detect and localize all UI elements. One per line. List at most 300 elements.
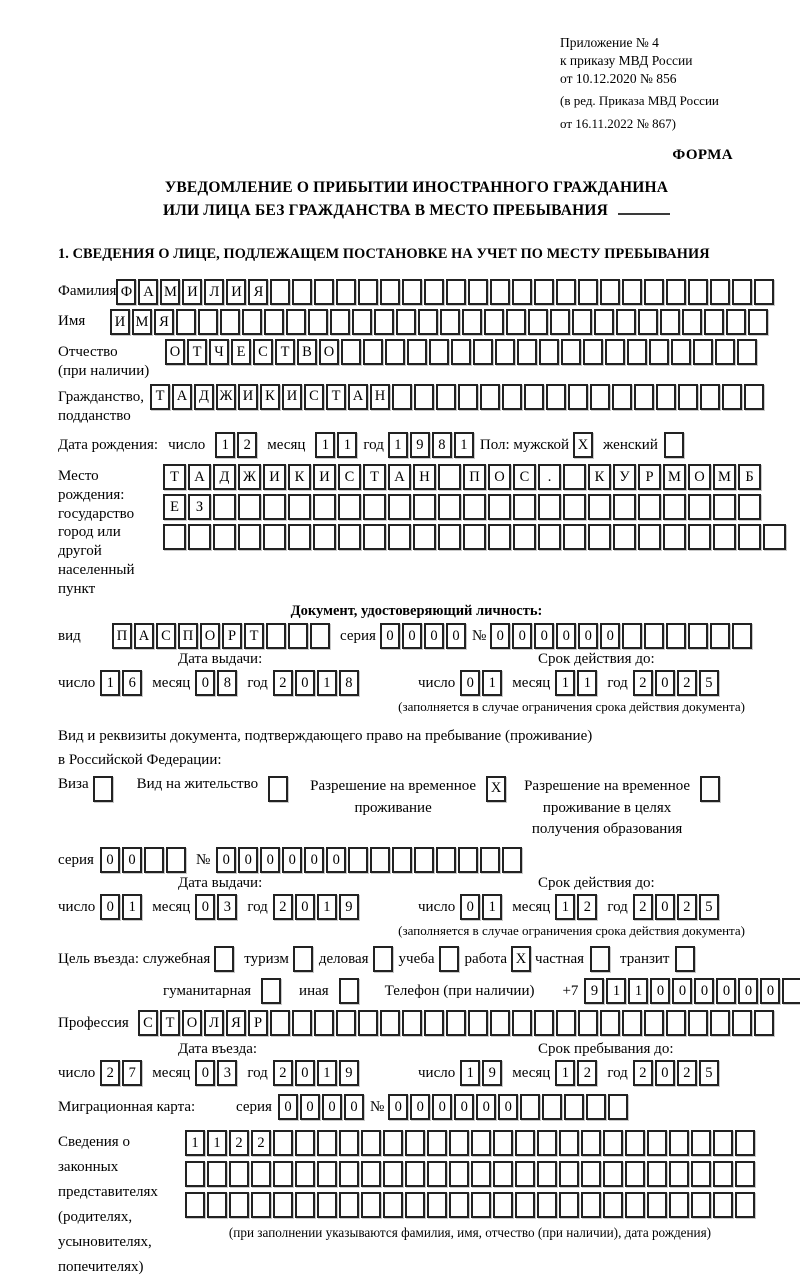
char-cell[interactable]: [493, 1192, 513, 1218]
char-cell[interactable]: 1: [482, 670, 502, 696]
char-cell[interactable]: [616, 309, 636, 335]
char-cell[interactable]: 0: [672, 978, 692, 1004]
char-cell[interactable]: [559, 1130, 579, 1156]
char-cell[interactable]: [380, 1010, 400, 1036]
char-cell[interactable]: [418, 309, 438, 335]
char-cell[interactable]: [647, 1192, 667, 1218]
char-cell[interactable]: Е: [163, 494, 186, 520]
char-cell[interactable]: А: [138, 279, 158, 305]
char-cell[interactable]: [286, 309, 306, 335]
char-cell[interactable]: 8: [217, 670, 237, 696]
char-cell[interactable]: 0: [694, 978, 714, 1004]
char-cell[interactable]: [515, 1161, 535, 1187]
char-cell[interactable]: [738, 524, 761, 550]
char-cell[interactable]: [214, 946, 234, 972]
char-cell[interactable]: [427, 1192, 447, 1218]
char-cell[interactable]: 9: [339, 894, 359, 920]
char-cell[interactable]: [556, 279, 576, 305]
char-cell[interactable]: 0: [295, 670, 315, 696]
char-cell[interactable]: 0: [380, 623, 400, 649]
char-cell[interactable]: 9: [410, 432, 430, 458]
char-cell[interactable]: [627, 339, 647, 365]
char-cell[interactable]: [392, 384, 412, 410]
char-cell[interactable]: А: [388, 464, 411, 490]
char-cell[interactable]: [735, 1130, 755, 1156]
char-cell[interactable]: 1: [555, 670, 575, 696]
char-cell[interactable]: [688, 1010, 708, 1036]
char-cell[interactable]: 1: [100, 670, 120, 696]
char-cell[interactable]: [413, 494, 436, 520]
char-cell[interactable]: 0: [738, 978, 758, 1004]
char-cell[interactable]: С: [253, 339, 273, 365]
char-cell[interactable]: [700, 776, 720, 802]
char-cell[interactable]: К: [260, 384, 280, 410]
char-cell[interactable]: [715, 339, 735, 365]
char-cell[interactable]: [578, 1010, 598, 1036]
char-cell[interactable]: [550, 309, 570, 335]
char-cell[interactable]: [484, 309, 504, 335]
char-cell[interactable]: 0: [344, 1094, 364, 1120]
char-cell[interactable]: [251, 1161, 271, 1187]
char-cell[interactable]: [671, 339, 691, 365]
char-cell[interactable]: [405, 1192, 425, 1218]
char-cell[interactable]: [438, 524, 461, 550]
char-cell[interactable]: [471, 1192, 491, 1218]
char-cell[interactable]: [638, 494, 661, 520]
char-cell[interactable]: [546, 384, 566, 410]
char-cell[interactable]: [534, 279, 554, 305]
char-cell[interactable]: [446, 1010, 466, 1036]
char-cell[interactable]: [559, 1161, 579, 1187]
char-cell[interactable]: [288, 494, 311, 520]
char-cell[interactable]: 0: [498, 1094, 518, 1120]
char-cell[interactable]: [693, 339, 713, 365]
char-cell[interactable]: 1: [628, 978, 648, 1004]
char-cell[interactable]: П: [463, 464, 486, 490]
char-cell[interactable]: [264, 309, 284, 335]
char-cell[interactable]: [581, 1161, 601, 1187]
char-cell[interactable]: [463, 524, 486, 550]
char-cell[interactable]: 2: [273, 1060, 293, 1086]
char-cell[interactable]: [634, 384, 654, 410]
char-cell[interactable]: X: [573, 432, 593, 458]
char-cell[interactable]: 0: [326, 847, 346, 873]
char-cell[interactable]: [429, 339, 449, 365]
char-cell[interactable]: Н: [370, 384, 390, 410]
char-cell[interactable]: 3: [217, 1060, 237, 1086]
char-cell[interactable]: 0: [655, 894, 675, 920]
char-cell[interactable]: [273, 1161, 293, 1187]
char-cell[interactable]: О: [200, 623, 220, 649]
char-cell[interactable]: 9: [339, 1060, 359, 1086]
char-cell[interactable]: [603, 1161, 623, 1187]
char-cell[interactable]: [363, 339, 383, 365]
char-cell[interactable]: [710, 623, 730, 649]
char-cell[interactable]: Т: [163, 464, 186, 490]
char-cell[interactable]: [288, 524, 311, 550]
char-cell[interactable]: 0: [402, 623, 422, 649]
char-cell[interactable]: Р: [248, 1010, 268, 1036]
char-cell[interactable]: Т: [275, 339, 295, 365]
char-cell[interactable]: [520, 1094, 540, 1120]
char-cell[interactable]: [754, 1010, 774, 1036]
char-cell[interactable]: [361, 1130, 381, 1156]
char-cell[interactable]: [338, 524, 361, 550]
char-cell[interactable]: С: [513, 464, 536, 490]
char-cell[interactable]: 1: [577, 670, 597, 696]
char-cell[interactable]: Л: [204, 1010, 224, 1036]
char-cell[interactable]: [263, 524, 286, 550]
char-cell[interactable]: [493, 1130, 513, 1156]
char-cell[interactable]: [713, 494, 736, 520]
char-cell[interactable]: О: [688, 464, 711, 490]
char-cell[interactable]: [538, 524, 561, 550]
char-cell[interactable]: [732, 623, 752, 649]
char-cell[interactable]: [534, 1010, 554, 1036]
char-cell[interactable]: 0: [556, 623, 576, 649]
char-cell[interactable]: [385, 339, 405, 365]
char-cell[interactable]: [339, 1161, 359, 1187]
char-cell[interactable]: А: [172, 384, 192, 410]
char-cell[interactable]: [713, 1192, 733, 1218]
char-cell[interactable]: А: [348, 384, 368, 410]
char-cell[interactable]: [581, 1130, 601, 1156]
char-cell[interactable]: [462, 309, 482, 335]
char-cell[interactable]: 2: [633, 894, 653, 920]
char-cell[interactable]: [166, 847, 186, 873]
char-cell[interactable]: Е: [231, 339, 251, 365]
char-cell[interactable]: [198, 309, 218, 335]
char-cell[interactable]: .: [538, 464, 561, 490]
char-cell[interactable]: Я: [248, 279, 268, 305]
char-cell[interactable]: [413, 524, 436, 550]
char-cell[interactable]: [229, 1161, 249, 1187]
char-cell[interactable]: [266, 623, 286, 649]
char-cell[interactable]: [588, 524, 611, 550]
char-cell[interactable]: [242, 309, 262, 335]
char-cell[interactable]: [440, 309, 460, 335]
char-cell[interactable]: 0: [578, 623, 598, 649]
char-cell[interactable]: [213, 494, 236, 520]
char-cell[interactable]: [427, 1130, 447, 1156]
char-cell[interactable]: 0: [655, 1060, 675, 1086]
char-cell[interactable]: 0: [460, 894, 480, 920]
char-cell[interactable]: Р: [638, 464, 661, 490]
char-cell[interactable]: 9: [584, 978, 604, 1004]
char-cell[interactable]: [261, 978, 281, 1004]
char-cell[interactable]: 3: [217, 894, 237, 920]
char-cell[interactable]: [405, 1161, 425, 1187]
char-cell[interactable]: [737, 339, 757, 365]
char-cell[interactable]: С: [138, 1010, 158, 1036]
char-cell[interactable]: 8: [339, 670, 359, 696]
char-cell[interactable]: [568, 384, 588, 410]
char-cell[interactable]: [471, 1161, 491, 1187]
char-cell[interactable]: Т: [160, 1010, 180, 1036]
char-cell[interactable]: [436, 847, 456, 873]
char-cell[interactable]: 1: [388, 432, 408, 458]
char-cell[interactable]: [563, 464, 586, 490]
char-cell[interactable]: И: [263, 464, 286, 490]
char-cell[interactable]: 1: [555, 1060, 575, 1086]
char-cell[interactable]: [524, 384, 544, 410]
char-cell[interactable]: [556, 1010, 576, 1036]
char-cell[interactable]: К: [588, 464, 611, 490]
char-cell[interactable]: 0: [410, 1094, 430, 1120]
char-cell[interactable]: [480, 847, 500, 873]
char-cell[interactable]: 2: [273, 894, 293, 920]
char-cell[interactable]: [388, 524, 411, 550]
char-cell[interactable]: [691, 1161, 711, 1187]
char-cell[interactable]: З: [188, 494, 211, 520]
char-cell[interactable]: [414, 847, 434, 873]
char-cell[interactable]: [512, 279, 532, 305]
char-cell[interactable]: 6: [122, 670, 142, 696]
char-cell[interactable]: У: [613, 464, 636, 490]
char-cell[interactable]: [374, 309, 394, 335]
char-cell[interactable]: А: [134, 623, 154, 649]
char-cell[interactable]: [748, 309, 768, 335]
char-cell[interactable]: [463, 494, 486, 520]
char-cell[interactable]: М: [160, 279, 180, 305]
char-cell[interactable]: [664, 432, 684, 458]
char-cell[interactable]: 2: [251, 1130, 271, 1156]
char-cell[interactable]: О: [182, 1010, 202, 1036]
char-cell[interactable]: Т: [150, 384, 170, 410]
char-cell[interactable]: [625, 1192, 645, 1218]
char-cell[interactable]: [263, 494, 286, 520]
char-cell[interactable]: [608, 1094, 628, 1120]
char-cell[interactable]: [644, 279, 664, 305]
char-cell[interactable]: С: [338, 464, 361, 490]
char-cell[interactable]: [185, 1161, 205, 1187]
char-cell[interactable]: [373, 946, 393, 972]
char-cell[interactable]: [722, 384, 742, 410]
char-cell[interactable]: [313, 524, 336, 550]
char-cell[interactable]: [438, 494, 461, 520]
char-cell[interactable]: [782, 978, 800, 1004]
char-cell[interactable]: [704, 309, 724, 335]
char-cell[interactable]: [613, 524, 636, 550]
char-cell[interactable]: 2: [677, 670, 697, 696]
char-cell[interactable]: [317, 1192, 337, 1218]
char-cell[interactable]: [564, 1094, 584, 1120]
char-cell[interactable]: [213, 524, 236, 550]
char-cell[interactable]: [270, 279, 290, 305]
char-cell[interactable]: [336, 279, 356, 305]
char-cell[interactable]: 8: [432, 432, 452, 458]
char-cell[interactable]: [490, 279, 510, 305]
char-cell[interactable]: М: [132, 309, 152, 335]
char-cell[interactable]: [273, 1192, 293, 1218]
char-cell[interactable]: 1: [337, 432, 357, 458]
char-cell[interactable]: О: [488, 464, 511, 490]
char-cell[interactable]: 1: [317, 894, 337, 920]
char-cell[interactable]: 1: [185, 1130, 205, 1156]
char-cell[interactable]: [666, 279, 686, 305]
char-cell[interactable]: [666, 623, 686, 649]
char-cell[interactable]: [613, 494, 636, 520]
char-cell[interactable]: 2: [273, 670, 293, 696]
char-cell[interactable]: О: [319, 339, 339, 365]
char-cell[interactable]: [513, 524, 536, 550]
char-cell[interactable]: Я: [226, 1010, 246, 1036]
char-cell[interactable]: [407, 339, 427, 365]
char-cell[interactable]: Б: [738, 464, 761, 490]
char-cell[interactable]: [207, 1161, 227, 1187]
char-cell[interactable]: 0: [282, 847, 302, 873]
char-cell[interactable]: 0: [295, 1060, 315, 1086]
char-cell[interactable]: [625, 1130, 645, 1156]
char-cell[interactable]: [572, 309, 592, 335]
char-cell[interactable]: [744, 384, 764, 410]
char-cell[interactable]: [625, 1161, 645, 1187]
char-cell[interactable]: [586, 1094, 606, 1120]
char-cell[interactable]: [207, 1192, 227, 1218]
char-cell[interactable]: 1: [315, 432, 335, 458]
char-cell[interactable]: 0: [238, 847, 258, 873]
char-cell[interactable]: [581, 1192, 601, 1218]
char-cell[interactable]: [537, 1130, 557, 1156]
char-cell[interactable]: [688, 524, 711, 550]
char-cell[interactable]: 0: [460, 670, 480, 696]
char-cell[interactable]: [185, 1192, 205, 1218]
char-cell[interactable]: И: [182, 279, 202, 305]
char-cell[interactable]: [506, 309, 526, 335]
char-cell[interactable]: [176, 309, 196, 335]
char-cell[interactable]: [688, 279, 708, 305]
char-cell[interactable]: [763, 524, 786, 550]
char-cell[interactable]: [468, 1010, 488, 1036]
char-cell[interactable]: [402, 279, 422, 305]
char-cell[interactable]: 0: [278, 1094, 298, 1120]
char-cell[interactable]: [622, 1010, 642, 1036]
char-cell[interactable]: 2: [677, 1060, 697, 1086]
char-cell[interactable]: [358, 279, 378, 305]
char-cell[interactable]: 0: [388, 1094, 408, 1120]
char-cell[interactable]: [515, 1192, 535, 1218]
char-cell[interactable]: 2: [633, 1060, 653, 1086]
char-cell[interactable]: [93, 776, 113, 802]
char-cell[interactable]: 0: [655, 670, 675, 696]
char-cell[interactable]: [732, 279, 752, 305]
char-cell[interactable]: [660, 309, 680, 335]
char-cell[interactable]: 5: [699, 894, 719, 920]
char-cell[interactable]: 0: [122, 847, 142, 873]
char-cell[interactable]: [339, 1130, 359, 1156]
char-cell[interactable]: [339, 978, 359, 1004]
char-cell[interactable]: [144, 847, 164, 873]
char-cell[interactable]: [338, 494, 361, 520]
char-cell[interactable]: [314, 1010, 334, 1036]
char-cell[interactable]: [424, 1010, 444, 1036]
char-cell[interactable]: Р: [222, 623, 242, 649]
char-cell[interactable]: [710, 1010, 730, 1036]
char-cell[interactable]: Д: [213, 464, 236, 490]
char-cell[interactable]: [738, 494, 761, 520]
char-cell[interactable]: [710, 279, 730, 305]
char-cell[interactable]: [735, 1161, 755, 1187]
char-cell[interactable]: 1: [317, 1060, 337, 1086]
char-cell[interactable]: [436, 384, 456, 410]
char-cell[interactable]: 0: [534, 623, 554, 649]
char-cell[interactable]: [220, 309, 240, 335]
char-cell[interactable]: [502, 847, 522, 873]
char-cell[interactable]: [317, 1130, 337, 1156]
char-cell[interactable]: [396, 309, 416, 335]
char-cell[interactable]: [317, 1161, 337, 1187]
char-cell[interactable]: [336, 1010, 356, 1036]
char-cell[interactable]: [682, 309, 702, 335]
char-cell[interactable]: Т: [326, 384, 346, 410]
char-cell[interactable]: 0: [304, 847, 324, 873]
char-cell[interactable]: [490, 1010, 510, 1036]
char-cell[interactable]: [600, 279, 620, 305]
char-cell[interactable]: [512, 1010, 532, 1036]
char-cell[interactable]: 1: [482, 894, 502, 920]
char-cell[interactable]: И: [238, 384, 258, 410]
char-cell[interactable]: [649, 339, 669, 365]
char-cell[interactable]: [270, 1010, 290, 1036]
char-cell[interactable]: [449, 1161, 469, 1187]
char-cell[interactable]: Ж: [238, 464, 261, 490]
char-cell[interactable]: 0: [446, 623, 466, 649]
char-cell[interactable]: [732, 1010, 752, 1036]
char-cell[interactable]: 0: [512, 623, 532, 649]
char-cell[interactable]: [295, 1161, 315, 1187]
char-cell[interactable]: Л: [204, 279, 224, 305]
char-cell[interactable]: [688, 623, 708, 649]
char-cell[interactable]: М: [713, 464, 736, 490]
char-cell[interactable]: [537, 1192, 557, 1218]
char-cell[interactable]: 2: [100, 1060, 120, 1086]
char-cell[interactable]: X: [511, 946, 531, 972]
char-cell[interactable]: И: [110, 309, 130, 335]
char-cell[interactable]: 2: [577, 894, 597, 920]
char-cell[interactable]: [663, 494, 686, 520]
char-cell[interactable]: X: [486, 776, 506, 802]
char-cell[interactable]: [405, 1130, 425, 1156]
char-cell[interactable]: [424, 279, 444, 305]
char-cell[interactable]: [594, 309, 614, 335]
char-cell[interactable]: [528, 309, 548, 335]
char-cell[interactable]: [563, 524, 586, 550]
char-cell[interactable]: [578, 279, 598, 305]
char-cell[interactable]: 0: [295, 894, 315, 920]
char-cell[interactable]: 1: [317, 670, 337, 696]
char-cell[interactable]: 0: [432, 1094, 452, 1120]
char-cell[interactable]: 0: [650, 978, 670, 1004]
char-cell[interactable]: [163, 524, 186, 550]
char-cell[interactable]: 1: [215, 432, 235, 458]
char-cell[interactable]: [238, 494, 261, 520]
char-cell[interactable]: [700, 384, 720, 410]
char-cell[interactable]: [538, 494, 561, 520]
char-cell[interactable]: 1: [460, 1060, 480, 1086]
char-cell[interactable]: [638, 309, 658, 335]
char-cell[interactable]: [363, 524, 386, 550]
char-cell[interactable]: [600, 1010, 620, 1036]
char-cell[interactable]: [361, 1192, 381, 1218]
char-cell[interactable]: [427, 1161, 447, 1187]
char-cell[interactable]: [310, 623, 330, 649]
char-cell[interactable]: [295, 1130, 315, 1156]
char-cell[interactable]: Ч: [209, 339, 229, 365]
char-cell[interactable]: [392, 847, 412, 873]
char-cell[interactable]: [268, 776, 288, 802]
char-cell[interactable]: [414, 384, 434, 410]
char-cell[interactable]: [612, 384, 632, 410]
